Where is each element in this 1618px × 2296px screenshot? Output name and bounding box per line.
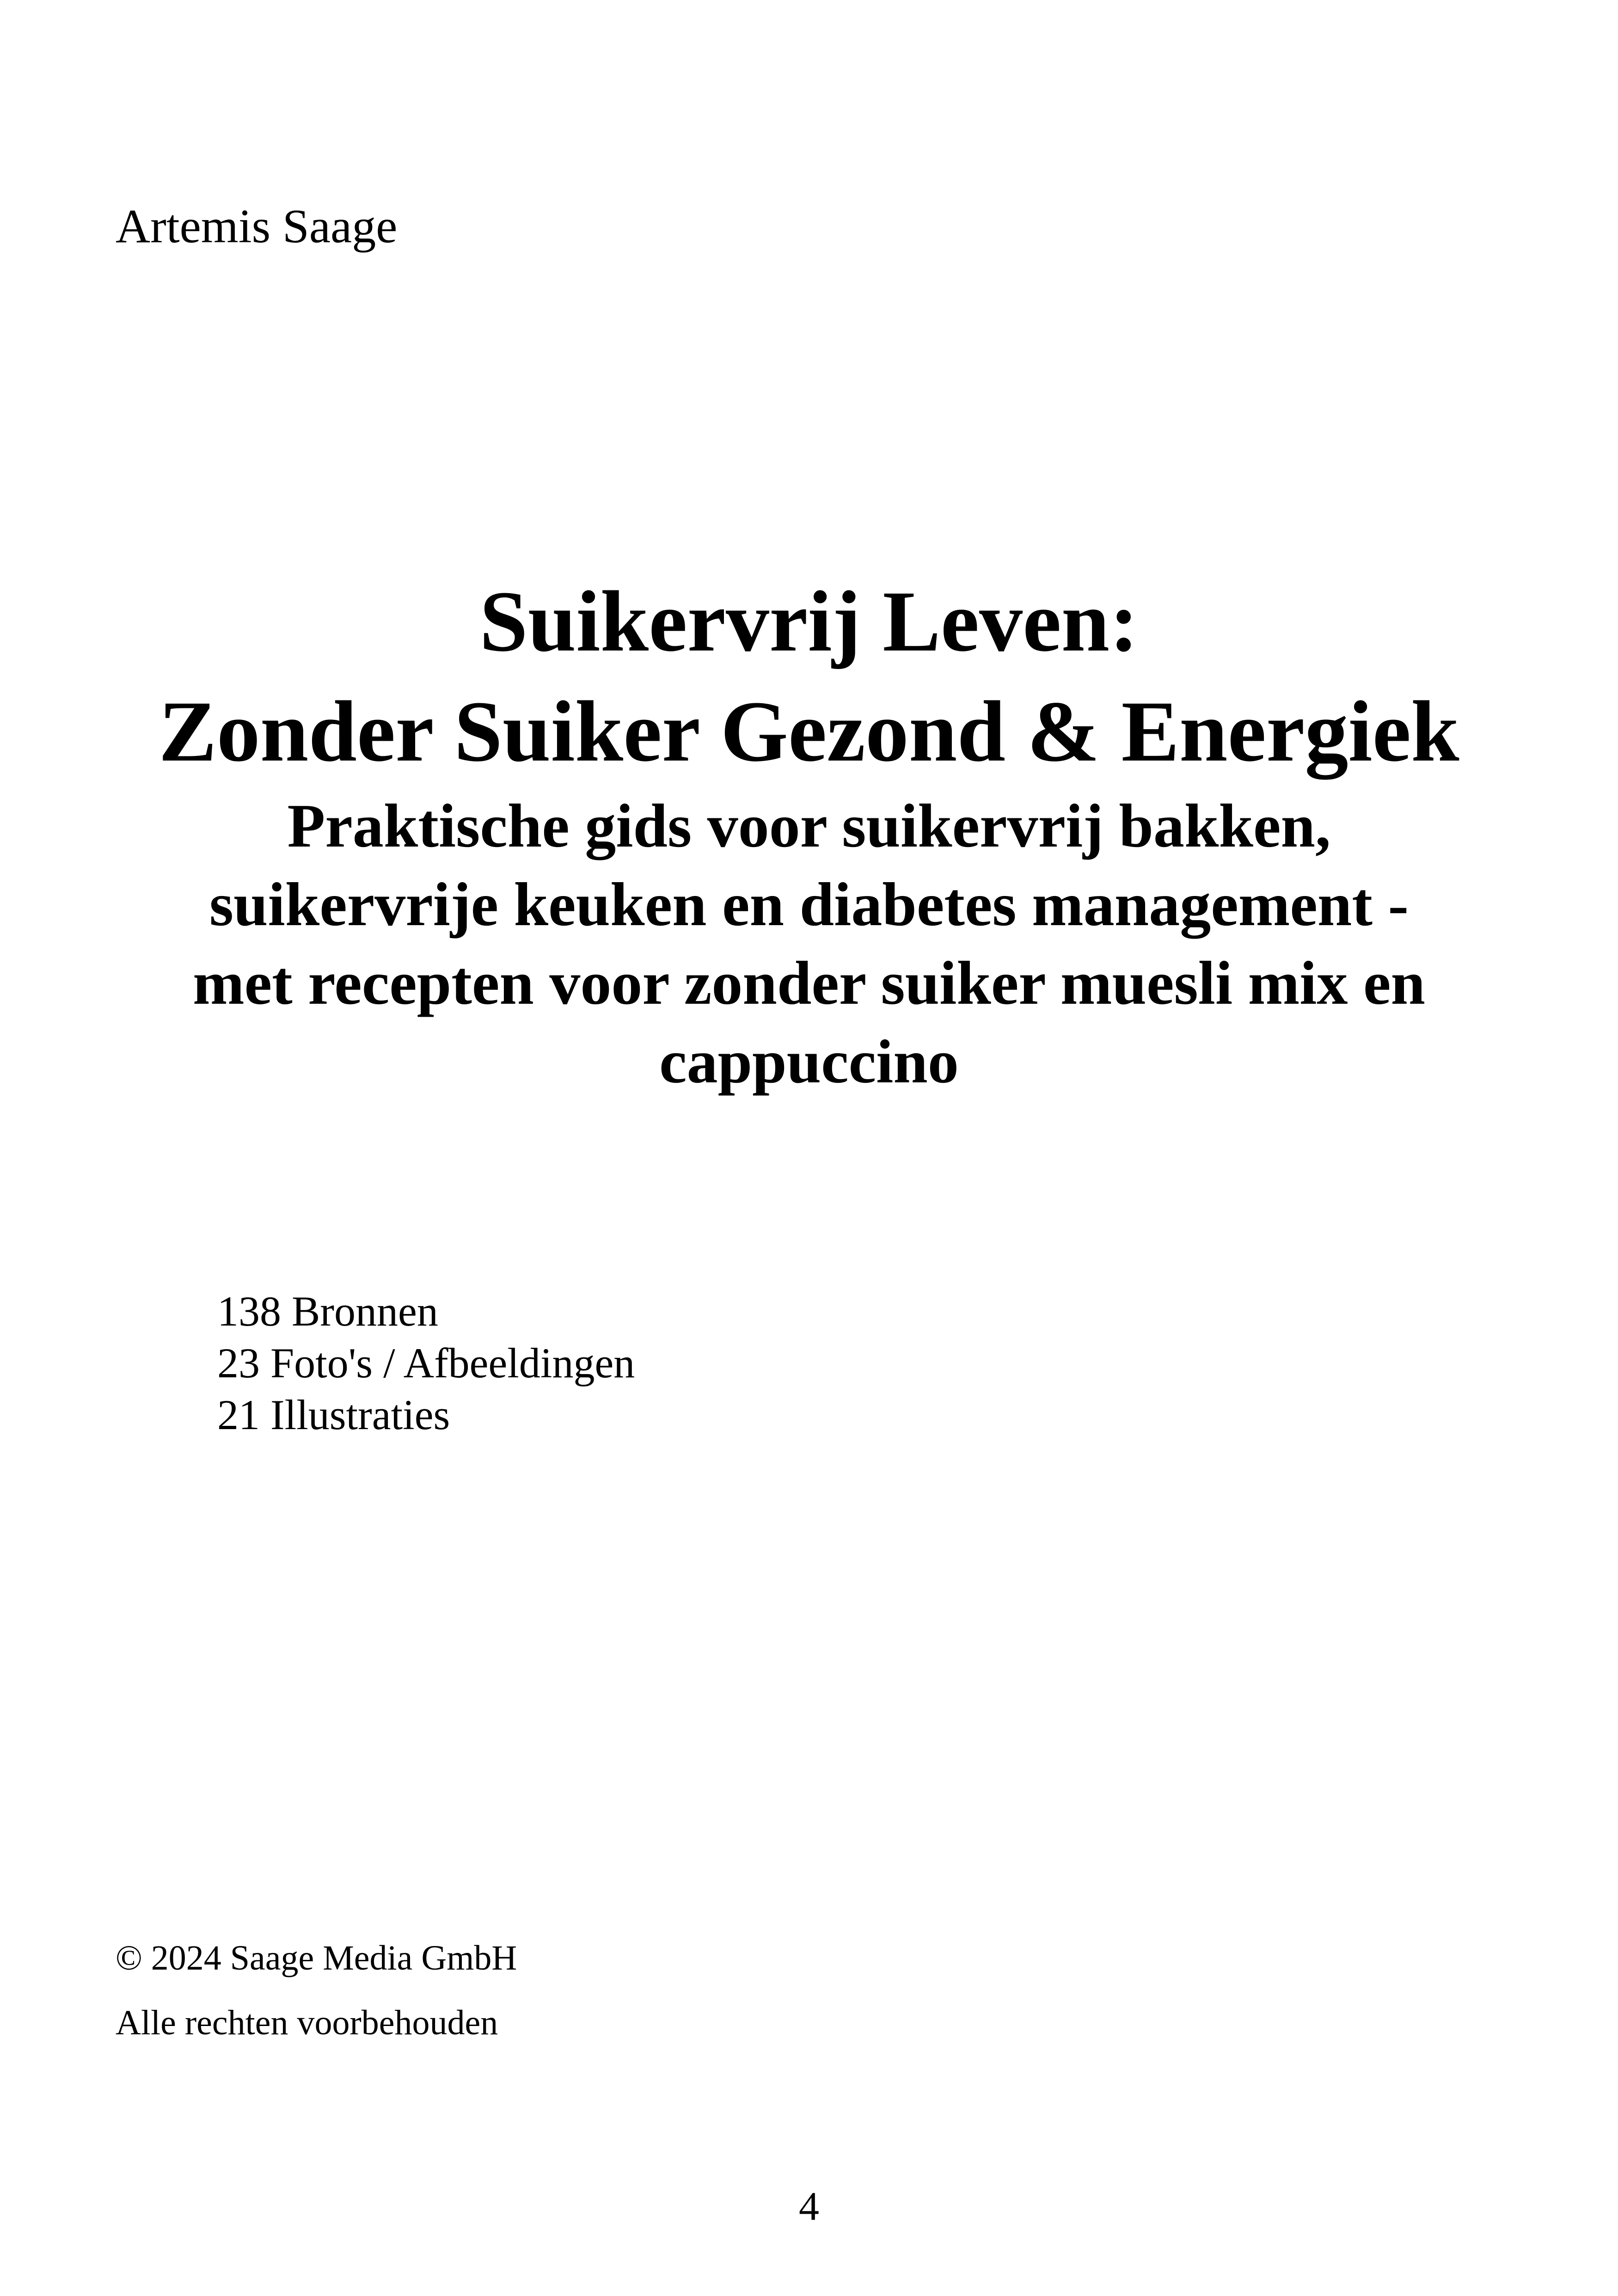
subtitle-line-2: suikervrije keuken en diabetes management - <box>209 870 1409 939</box>
subtitle-line-4: cappuccino <box>659 1027 959 1096</box>
subtitle <box>0 786 1618 1101</box>
title-line-2: Zonder Suiker Gezond & Energiek <box>159 683 1459 780</box>
author-name: Artemis Saage <box>116 200 398 253</box>
title-block <box>0 566 1618 1101</box>
rights-notice: Alle rechten voorbehouden <box>116 2003 498 2042</box>
copyright-notice: © 2024 Saage Media GmbH <box>116 1939 517 1977</box>
title-line-1: Suikervrij Leven: <box>479 573 1139 669</box>
photos-count: 23 Foto's / Afbeeldingen <box>217 1339 635 1387</box>
page-number: 4 <box>799 2184 819 2229</box>
sources-count: 138 Bronnen <box>217 1288 438 1335</box>
subtitle-line-1: Praktische gids voor suikervrij bakken, <box>287 792 1331 860</box>
book-stats <box>217 1285 635 1441</box>
subtitle-line-3: met recepten voor zonder suiker muesli mix en <box>193 949 1425 1017</box>
illustrations-count: 21 Illustraties <box>217 1391 450 1438</box>
